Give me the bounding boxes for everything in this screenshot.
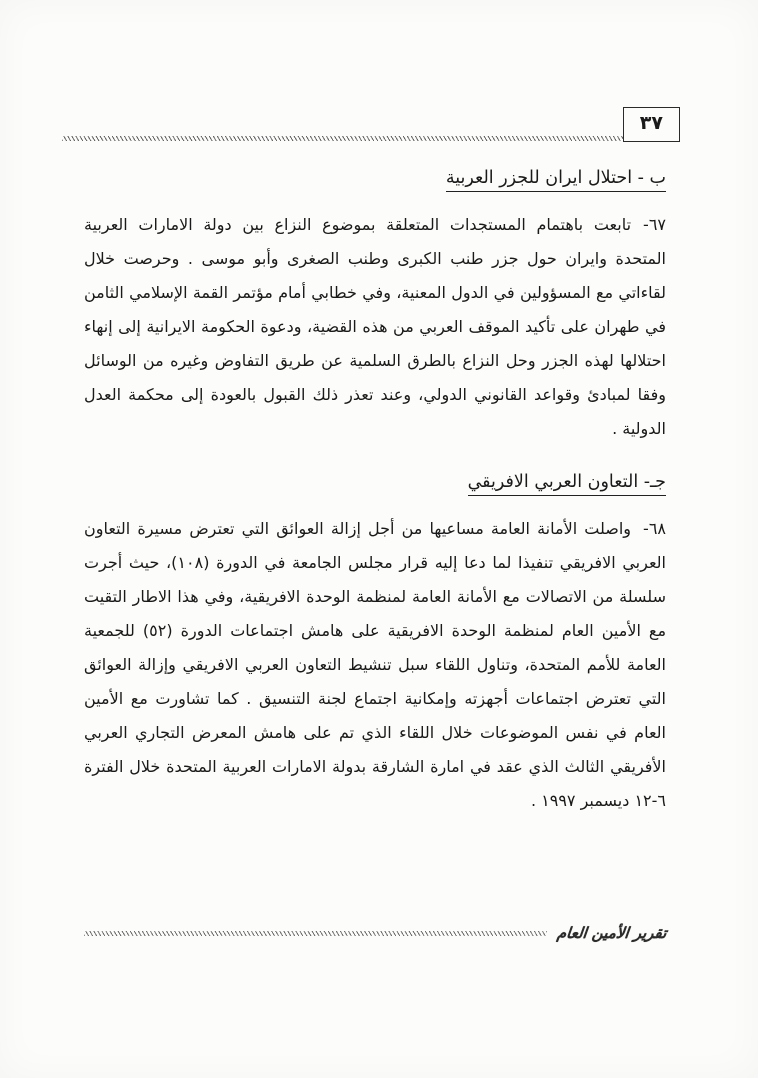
page-footer bbox=[84, 924, 666, 942]
paragraph-number: ٦٨- bbox=[643, 519, 666, 538]
page-header bbox=[62, 104, 680, 142]
section-heading: جـ- التعاون العربي الافريقي bbox=[468, 472, 666, 496]
document-content bbox=[84, 168, 666, 844]
paragraph-text: واصلت الأمانة العامة مساعيها من أجل إزالة العوائق التي تعترض مسيرة التعاون العربي الافريقي تنفيذا لما دعا إليه قرار مجلس الجامعة في الدورة (١٠٨)، حيث أجرت سلسلة من الاتصالات مع الأمانة العامة لمنظمة الوحدة الافريقية، وفي هذا الاطار التقيت مع الأمين العام لمنظمة الوحدة الافريقية على هامش اجتماعات الدورة (٥٢) للجمعية العامة للأمم المتحدة، وتناول اللقاء سبل تنشيط التعاون العربي الافريقي وإزالة العوائق التي تعترض اجتماعات أجهزته وإمكانية اجتماع لجنة التنسيق . كما تشاورت مع الأمين العام في نفس الموضوعات خلال اللقاء الذي تم على هامش المعرض التجاري العربي الأفريقي الثالث الذي عقد في امارة الشارقة بدولة الامارات العربية المتحدة خلال الفترة ٦-١٢ ديسمبر ١٩٩٧ . bbox=[84, 519, 667, 810]
paragraph-67 bbox=[84, 208, 666, 446]
header-hatched-rule bbox=[62, 136, 623, 141]
page-number-box: ٣٧ bbox=[623, 107, 680, 142]
paragraph-number: ٦٧- bbox=[643, 215, 666, 234]
footer-report-title: تقرير الأمين العام bbox=[555, 924, 667, 942]
section-heading: ب - احتلال ايران للجزر العربية bbox=[446, 168, 666, 192]
section-iran-islands bbox=[84, 168, 666, 446]
section-arab-african-cooperation bbox=[84, 472, 666, 818]
footer-hatched-rule bbox=[84, 931, 547, 936]
paragraph-68 bbox=[84, 512, 666, 818]
paragraph-text: تابعت باهتمام المستجدات المتعلقة بموضوع النزاع بين دولة الامارات العربية المتحدة وايران حول جزر طنب الكبرى وطنب الصغرى وأبو موسى . وحرصت خلال لقاءاتي مع المسؤولين في الدول المعنية، وفي خطابي أمام مؤتمر القمة الإسلامي الثامن في طهران على تأكيد الموقف العربي من هذه القضية، ودعوة الحكومة الايرانية إلى إنهاء احتلالها لهذه الجزر وحل النزاع بالطرق السلمية عن طريق التفاوض وغيره من الوسائل وفقا لمبادئ وقواعد القانوني الدولي، وعند تعذر ذلك القبول بالعودة إلى محكمة العدل الدولية . bbox=[84, 215, 666, 438]
